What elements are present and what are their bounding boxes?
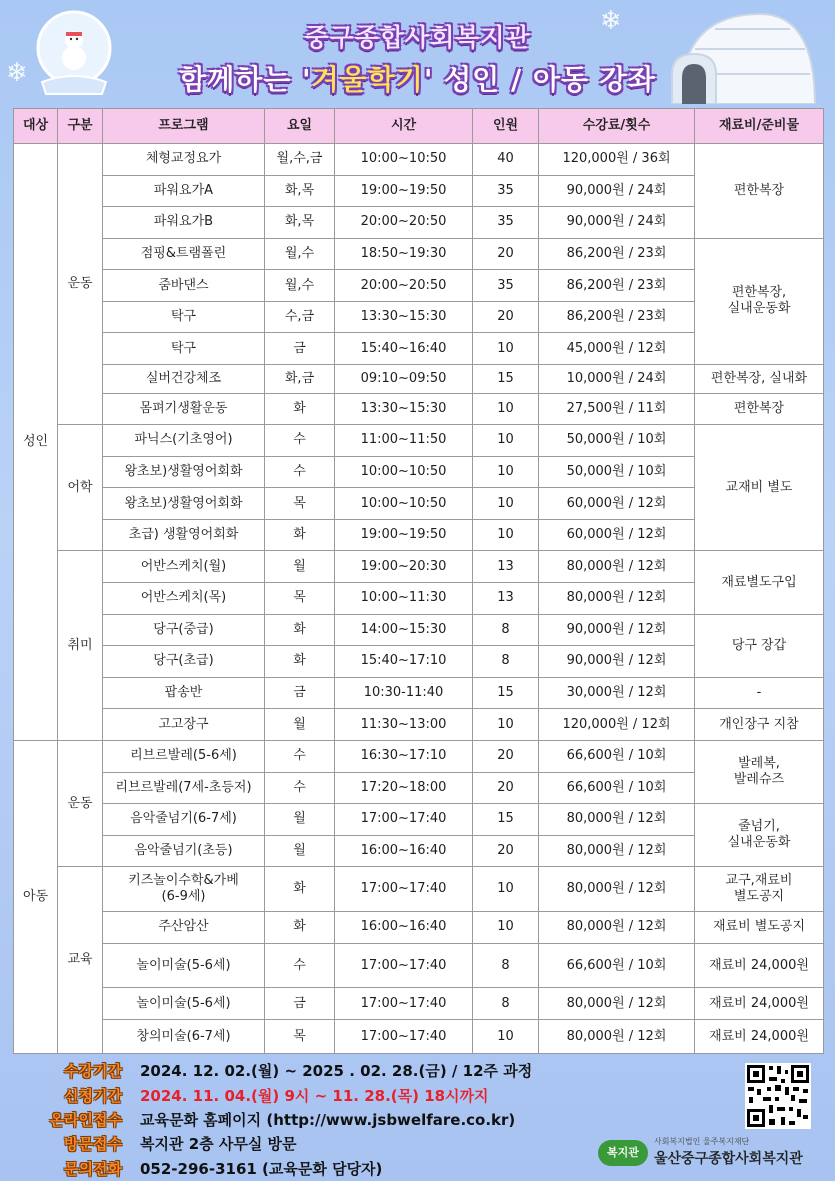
fee-cell: 30,000원 / 12회	[539, 677, 695, 709]
program-cell: 탁구	[103, 333, 265, 365]
table-row	[14, 144, 824, 176]
people-cell: 10	[473, 1020, 539, 1054]
days-cell: 월	[265, 804, 335, 836]
table-row	[14, 425, 824, 457]
people-cell: 40	[473, 144, 539, 176]
visit-value: 복지관 2층 사무실 방문	[140, 1135, 297, 1153]
time-cell: 17:00~17:40	[335, 867, 473, 912]
time-cell: 10:30-11:40	[335, 677, 473, 709]
days-cell: 월	[265, 551, 335, 583]
time-cell: 17:20~18:00	[335, 772, 473, 804]
days-cell: 월,수	[265, 238, 335, 270]
time-cell: 15:40~16:40	[335, 333, 473, 365]
apply-label: 신청기간	[64, 1087, 122, 1105]
target-child: 아동	[14, 740, 58, 1053]
table-row	[14, 238, 824, 270]
category-education: 교육	[58, 867, 103, 1054]
table-row	[14, 614, 824, 646]
time-cell: 18:50~19:30	[335, 238, 473, 270]
col-header-category: 구분	[58, 109, 103, 144]
people-cell: 20	[473, 740, 539, 772]
fee-cell: 80,000원 / 12회	[539, 867, 695, 912]
period-row	[0, 1060, 720, 1082]
days-cell: 화	[265, 646, 335, 678]
days-cell: 수	[265, 456, 335, 488]
fee-cell: 50,000원 / 10회	[539, 425, 695, 457]
course-table	[13, 108, 823, 1054]
people-cell: 8	[473, 614, 539, 646]
fee-cell: 90,000원 / 24회	[539, 175, 695, 207]
col-header-target: 대상	[14, 109, 58, 144]
time-cell: 13:30~15:30	[335, 301, 473, 333]
time-cell: 20:00~20:50	[335, 270, 473, 302]
program-cell: 리브르발레(5-6세)	[103, 740, 265, 772]
days-cell: 화	[265, 867, 335, 912]
people-cell: 10	[473, 456, 539, 488]
time-cell: 11:00~11:50	[335, 425, 473, 457]
fee-cell: 66,600원 / 10회	[539, 740, 695, 772]
people-cell: 15	[473, 677, 539, 709]
apply-value: 2024. 11. 04.(월) 9시 ~ 11. 28.(목) 18시까지	[140, 1087, 489, 1105]
fee-cell: 80,000원 / 12회	[539, 912, 695, 944]
time-cell: 13:30~15:30	[335, 393, 473, 425]
days-cell: 화,금	[265, 365, 335, 394]
days-cell: 화	[265, 614, 335, 646]
fee-cell: 90,000원 / 12회	[539, 646, 695, 678]
table-row	[14, 943, 824, 988]
days-cell: 수,금	[265, 301, 335, 333]
time-cell: 20:00~20:50	[335, 207, 473, 239]
fee-cell: 80,000원 / 12회	[539, 1020, 695, 1054]
fee-cell: 10,000원 / 24회	[539, 365, 695, 394]
materials-cell: -	[695, 677, 824, 709]
time-cell: 14:00~15:30	[335, 614, 473, 646]
phone-label: 문의전화	[64, 1160, 122, 1178]
table-row	[14, 709, 824, 741]
time-cell: 17:00~17:40	[335, 943, 473, 988]
days-cell: 수	[265, 943, 335, 988]
program-cell: 음악줄넘기(6-7세)	[103, 804, 265, 836]
snowflake-icon: ❄	[6, 58, 28, 88]
target-adult: 성인	[14, 144, 58, 741]
days-cell: 수	[265, 740, 335, 772]
organization-logo	[598, 1136, 828, 1176]
materials-cell: 편한복장, 실내화	[695, 365, 824, 394]
category-exercise: 운동	[58, 144, 103, 425]
materials-cell: 편한복장	[695, 393, 824, 425]
table-row	[14, 912, 824, 944]
materials-cell: 재료비 별도공지	[695, 912, 824, 944]
online-value[interactable]: 교육문화 홈페이지 (http://www.jsbwelfare.co.kr)	[140, 1111, 516, 1129]
col-header-fee: 수강료/횟수	[539, 109, 695, 144]
program-cell: 놀이미술(5-6세)	[103, 943, 265, 988]
fee-cell: 45,000원 / 12회	[539, 333, 695, 365]
people-cell: 20	[473, 238, 539, 270]
table-row	[14, 867, 824, 912]
program-cell: 창의미술(6-7세)	[103, 1020, 265, 1054]
program-cell: 파워요가A	[103, 175, 265, 207]
people-cell: 10	[473, 393, 539, 425]
phone-value: 052-296-3161 (교육문화 담당자)	[140, 1160, 383, 1178]
materials-cell: 편한복장, 실내운동화	[695, 238, 824, 364]
fee-cell: 90,000원 / 24회	[539, 207, 695, 239]
people-cell: 10	[473, 333, 539, 365]
materials-cell: 당구 장갑	[695, 614, 824, 677]
days-cell: 금	[265, 333, 335, 365]
days-cell: 목	[265, 488, 335, 520]
fee-cell: 86,200원 / 23회	[539, 238, 695, 270]
table-row	[14, 393, 824, 425]
table-row	[14, 740, 824, 772]
people-cell: 10	[473, 488, 539, 520]
category-child-exercise: 운동	[58, 740, 103, 866]
materials-cell: 편한복장	[695, 144, 824, 239]
people-cell: 10	[473, 912, 539, 944]
program-cell: 체형교정요가	[103, 144, 265, 176]
materials-cell: 재료별도구입	[695, 551, 824, 614]
program-cell: 탁구	[103, 301, 265, 333]
time-cell: 16:00~16:40	[335, 912, 473, 944]
col-header-days: 요일	[265, 109, 335, 144]
program-cell: 왕초보)생활영어회화	[103, 456, 265, 488]
people-cell: 15	[473, 804, 539, 836]
fee-cell: 60,000원 / 12회	[539, 488, 695, 520]
program-cell: 줌바댄스	[103, 270, 265, 302]
program-cell: 키즈놀이수학&가베 (6-9세)	[103, 867, 265, 912]
program-cell: 점핑&트램폴린	[103, 238, 265, 270]
table-row	[14, 804, 824, 836]
online-row	[0, 1109, 720, 1131]
people-cell: 20	[473, 301, 539, 333]
category-language: 어학	[58, 425, 103, 551]
program-cell: 당구(중급)	[103, 614, 265, 646]
time-cell: 17:00~17:40	[335, 1020, 473, 1054]
materials-cell: 발레복, 발레슈즈	[695, 740, 824, 803]
days-cell: 월,수,금	[265, 144, 335, 176]
fee-cell: 80,000원 / 12회	[539, 988, 695, 1020]
fee-cell: 120,000원 / 36회	[539, 144, 695, 176]
people-cell: 10	[473, 425, 539, 457]
materials-cell: 재료비 24,000원	[695, 943, 824, 988]
people-cell: 35	[473, 175, 539, 207]
people-cell: 13	[473, 551, 539, 583]
days-cell: 화	[265, 912, 335, 944]
col-header-people: 인원	[473, 109, 539, 144]
days-cell: 화	[265, 519, 335, 551]
program-cell: 파닉스(기초영어)	[103, 425, 265, 457]
time-cell: 16:00~16:40	[335, 835, 473, 867]
time-cell: 11:30~13:00	[335, 709, 473, 741]
program-cell: 몸펴기생활운동	[103, 393, 265, 425]
col-header-time: 시간	[335, 109, 473, 144]
online-label: 온라인접수	[49, 1111, 122, 1129]
qr-code-icon[interactable]	[745, 1063, 811, 1129]
time-cell: 09:10~09:50	[335, 365, 473, 394]
materials-cell: 교구,재료비 별도공지	[695, 867, 824, 912]
time-cell: 19:00~20:30	[335, 551, 473, 583]
program-cell: 음악줄넘기(초등)	[103, 835, 265, 867]
header	[0, 0, 835, 104]
days-cell: 금	[265, 677, 335, 709]
time-cell: 10:00~10:50	[335, 488, 473, 520]
title-highlight: 겨울학기	[311, 63, 424, 96]
table-row	[14, 1020, 824, 1054]
time-cell: 17:00~17:40	[335, 988, 473, 1020]
period-value: 2024. 12. 02.(월) ~ 2025 . 02. 28.(금) / 12주 과정	[140, 1062, 533, 1080]
table-row	[14, 988, 824, 1020]
people-cell: 15	[473, 365, 539, 394]
fee-cell: 86,200원 / 23회	[539, 270, 695, 302]
people-cell: 35	[473, 270, 539, 302]
program-cell: 주산암산	[103, 912, 265, 944]
fee-cell: 80,000원 / 12회	[539, 551, 695, 583]
people-cell: 8	[473, 646, 539, 678]
visit-label: 방문접수	[64, 1135, 122, 1153]
table-row	[14, 677, 824, 709]
org-logo-mark: 복지관	[598, 1140, 648, 1166]
people-cell: 10	[473, 709, 539, 741]
program-cell: 초급) 생활영어회화	[103, 519, 265, 551]
col-header-materials: 재료비/준비물	[695, 109, 824, 144]
days-cell: 월	[265, 709, 335, 741]
program-cell: 놀이미술(5-6세)	[103, 988, 265, 1020]
org-parent-name: 사회복지법인 울주복지재단	[654, 1137, 750, 1146]
time-cell: 10:00~11:30	[335, 583, 473, 615]
people-cell: 8	[473, 988, 539, 1020]
program-cell: 어반스케치(목)	[103, 583, 265, 615]
people-cell: 20	[473, 772, 539, 804]
time-cell: 17:00~17:40	[335, 804, 473, 836]
materials-cell: 개인장구 지참	[695, 709, 824, 741]
page-title: 중구종합사회복지관	[304, 23, 531, 52]
fee-cell: 86,200원 / 23회	[539, 301, 695, 333]
days-cell: 화,목	[265, 175, 335, 207]
fee-cell: 66,600원 / 10회	[539, 943, 695, 988]
people-cell: 35	[473, 207, 539, 239]
program-cell: 실버건강체조	[103, 365, 265, 394]
time-cell: 10:00~10:50	[335, 144, 473, 176]
people-cell: 10	[473, 519, 539, 551]
period-label: 수강기간	[64, 1062, 122, 1080]
apply-row	[0, 1085, 720, 1107]
time-cell: 15:40~17:10	[335, 646, 473, 678]
days-cell: 수	[265, 425, 335, 457]
time-cell: 16:30~17:10	[335, 740, 473, 772]
materials-cell: 재료비 24,000원	[695, 988, 824, 1020]
days-cell: 화	[265, 393, 335, 425]
days-cell: 수	[265, 772, 335, 804]
program-cell: 왕초보)생활영어회화	[103, 488, 265, 520]
days-cell: 월	[265, 835, 335, 867]
category-hobby: 취미	[58, 551, 103, 740]
days-cell: 화,목	[265, 207, 335, 239]
fee-cell: 60,000원 / 12회	[539, 519, 695, 551]
fee-cell: 80,000원 / 12회	[539, 804, 695, 836]
col-header-program: 프로그램	[103, 109, 265, 144]
fee-cell: 27,500원 / 11회	[539, 393, 695, 425]
people-cell: 10	[473, 867, 539, 912]
page-subtitle: 함께하는 '겨울학기' 성인 / 아동 강좌	[179, 63, 656, 96]
table-header-row	[14, 109, 824, 144]
table-row	[14, 551, 824, 583]
program-cell: 고고장구	[103, 709, 265, 741]
program-cell: 리브르발레(7세-초등저)	[103, 772, 265, 804]
days-cell: 월,수	[265, 270, 335, 302]
materials-cell: 재료비 24,000원	[695, 1020, 824, 1054]
table-row	[14, 365, 824, 394]
days-cell: 금	[265, 988, 335, 1020]
people-cell: 13	[473, 583, 539, 615]
snowflake-icon: ❄	[600, 6, 622, 36]
fee-cell: 120,000원 / 12회	[539, 709, 695, 741]
materials-cell: 교재비 별도	[695, 425, 824, 551]
time-cell: 19:00~19:50	[335, 175, 473, 207]
time-cell: 10:00~10:50	[335, 456, 473, 488]
program-cell: 당구(초급)	[103, 646, 265, 678]
fee-cell: 66,600원 / 10회	[539, 772, 695, 804]
org-name: 울산중구종합사회복지관	[654, 1151, 803, 1167]
fee-cell: 80,000원 / 12회	[539, 583, 695, 615]
program-cell: 팝송반	[103, 677, 265, 709]
program-cell: 파워요가B	[103, 207, 265, 239]
fee-cell: 50,000원 / 10회	[539, 456, 695, 488]
days-cell: 목	[265, 1020, 335, 1054]
time-cell: 19:00~19:50	[335, 519, 473, 551]
people-cell: 8	[473, 943, 539, 988]
materials-cell: 줄넘기, 실내운동화	[695, 804, 824, 867]
fee-cell: 80,000원 / 12회	[539, 835, 695, 867]
people-cell: 20	[473, 835, 539, 867]
program-cell: 어반스케치(월)	[103, 551, 265, 583]
fee-cell: 90,000원 / 12회	[539, 614, 695, 646]
days-cell: 목	[265, 583, 335, 615]
